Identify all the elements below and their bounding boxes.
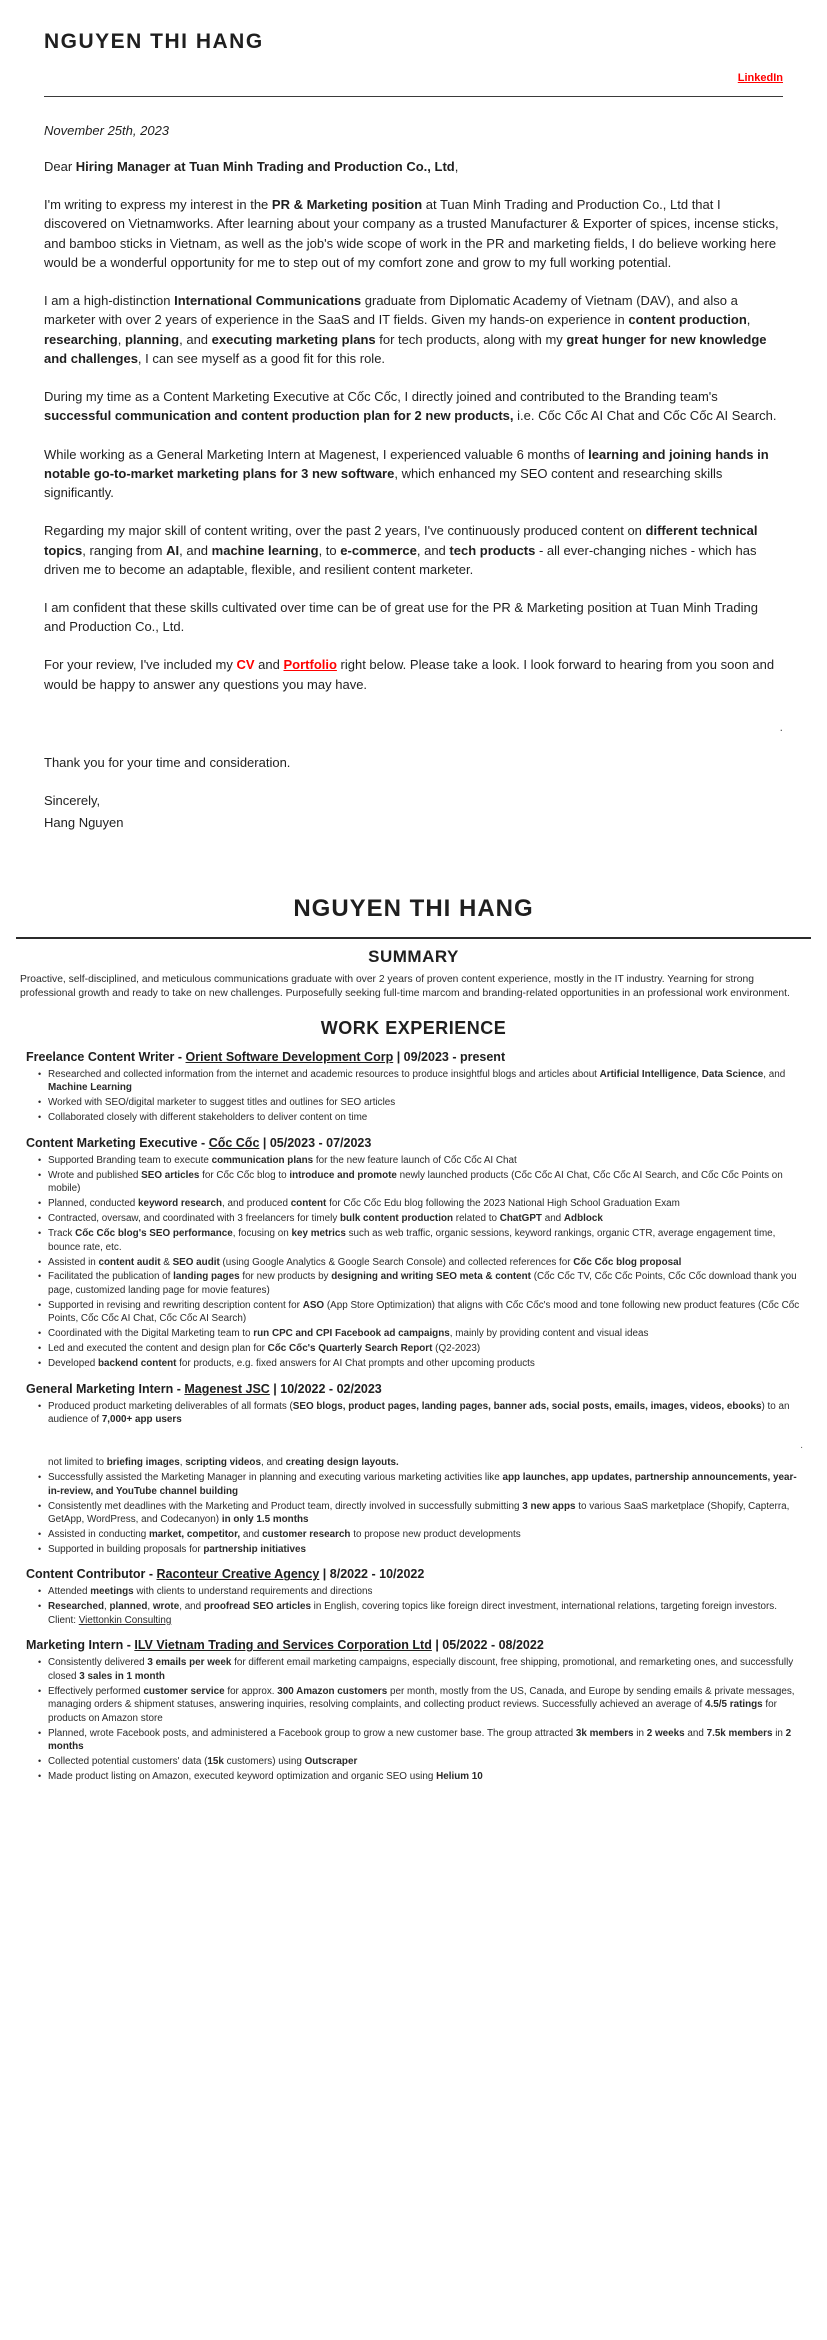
bullet-item — [38, 1471, 805, 1498]
cv-link[interactable]: CV — [236, 657, 255, 673]
job-heading — [22, 1050, 805, 1064]
text-run: Artificial Intelligence — [599, 1068, 697, 1080]
text-run: Contracted, oversaw, and coordinated with 3 freelancers for timely — [48, 1213, 341, 1225]
letter-paragraph — [44, 387, 783, 425]
text-run: researching — [44, 331, 118, 347]
text-run: Planned, conducted — [48, 1198, 139, 1210]
text-run: , and — [260, 1457, 286, 1469]
text-run: AI — [166, 542, 180, 558]
text-run: keyword research — [138, 1198, 223, 1210]
text-run: Freelance Content Writer - — [26, 1049, 186, 1064]
text-run: I am confident that these skills cultivated over time can be of great use for the PR & Marketing position at Tuan Minh Trading and Production Co., Ltd. — [44, 599, 758, 635]
linkedin-link[interactable]: LinkedIn — [737, 72, 783, 84]
text-run: bulk content production — [340, 1213, 454, 1225]
text-run: | 10/2022 - 02/2023 — [269, 1381, 382, 1396]
text-run: 4.5/5 ratings — [705, 1699, 763, 1711]
text-run: | 05/2023 - 07/2023 — [259, 1135, 372, 1150]
text-run: such as web traffic, organic sessions, keyword rankings, organic CTR, average engagement time, bounce rate, etc. — [48, 1228, 776, 1253]
text-run: , which enhanced my SEO content and researching skills significantly. — [44, 465, 723, 501]
text-run: ) to an audience of — [48, 1400, 790, 1426]
text-run: content audit — [98, 1256, 161, 1268]
text-run: Hiring Manager at Tuan Minh Trading and Production Co., Ltd — [75, 159, 455, 174]
job-heading — [22, 1136, 805, 1150]
text-run: 15k — [207, 1756, 224, 1768]
text-run: (using Google Analytics & Google Search Console) and collected references for — [219, 1256, 574, 1268]
bullet-item — [38, 1456, 805, 1469]
job-bullets — [22, 1400, 805, 1557]
text-run: Content Contributor - — [26, 1567, 157, 1582]
text-run: Collected potential customers' data ( — [48, 1756, 208, 1768]
text-run: communication plans — [211, 1154, 314, 1166]
bullet-item — [38, 1600, 805, 1627]
bullet-item — [38, 1256, 805, 1269]
text-run: Led and executed the content and design plan for — [48, 1343, 268, 1355]
text-run: Made product listing on Amazon, executed keyword optimization and organic SEO using — [48, 1771, 437, 1783]
summary-title: SUMMARY — [368, 946, 459, 966]
text-run: Cốc Cốc blog's SEO performance — [75, 1228, 233, 1240]
text-run: , ranging from — [82, 542, 167, 558]
text-run: SEO audit — [172, 1256, 220, 1268]
text-run: (App Store Optimization) that aligns with Cốc Cốc's mood and tone following new product features (Cốc Cốc Points, Cốc Cốc AI Chat, Cốc Cốc AI Search) — [48, 1299, 800, 1325]
text-run: with clients to understand requirements and directions — [133, 1586, 373, 1598]
text-run: introduce and promote — [289, 1169, 397, 1181]
text-run: Consistently met deadlines with the Marketing and Product team, directly involved in successfully submitting — [48, 1500, 523, 1512]
text-run: (Q2-2023) — [432, 1343, 481, 1355]
text-run: meetings — [90, 1586, 134, 1598]
text-run: , and — [416, 542, 450, 558]
company-link[interactable]: Raconteur Creative Agency — [156, 1567, 320, 1582]
text-run: Outscraper — [304, 1756, 358, 1768]
letter-paragraph — [44, 521, 783, 579]
text-run: 3 new apps — [522, 1500, 576, 1512]
text-run: customer research — [262, 1529, 351, 1540]
text-run: key metrics — [291, 1228, 346, 1240]
letter-sincerely: Sincerely, — [44, 793, 101, 809]
text-run: backend content — [97, 1358, 177, 1370]
letter-author-name: NGUYEN THI HANG — [44, 30, 264, 53]
text-run: , — [696, 1068, 702, 1080]
text-run: 3 sales in 1 month — [79, 1670, 165, 1682]
text-run: Wrote and published — [48, 1169, 142, 1181]
text-run: and — [240, 1529, 263, 1540]
text-run: briefing images — [106, 1457, 180, 1469]
bullet-item — [38, 1685, 805, 1725]
text-run: Consistently delivered — [48, 1657, 148, 1669]
job-bullets — [22, 1585, 805, 1627]
bullet-item — [38, 1500, 805, 1527]
text-run: different technical topics — [44, 523, 758, 558]
text-run: Assisted in conducting — [48, 1529, 150, 1540]
text-run: machine learning — [211, 542, 319, 558]
text-run: for products on Amazon store — [48, 1699, 777, 1724]
job-entry — [0, 1382, 827, 1557]
text-run: Content Marketing Executive - — [26, 1135, 209, 1150]
bullet-item — [38, 1154, 805, 1167]
text-run: , — [454, 159, 459, 174]
text-run: for approx. — [224, 1685, 278, 1697]
text-run: , and — [179, 542, 212, 558]
job-entry — [0, 1567, 827, 1627]
text-run: 300 Amazon customers — [277, 1685, 388, 1697]
job-heading — [22, 1638, 805, 1652]
text-run: content — [290, 1198, 327, 1210]
bullet-item — [38, 1543, 805, 1556]
text-run: Cốc Cốc's Quarterly Search Report — [267, 1343, 433, 1355]
text-run: partnership initiatives — [203, 1543, 306, 1555]
text-run: Adblock — [563, 1213, 603, 1225]
text-run: wrote — [152, 1601, 180, 1613]
text-run: , and — [763, 1068, 786, 1080]
text-run: great hunger for new knowledge and challenges — [44, 331, 767, 366]
text-run: market, competitor, — [149, 1529, 241, 1540]
text-run: 3 emails per week — [147, 1657, 232, 1669]
text-run: right below. Please take a look. I look forward to hearing from you soon and would be happy to answer any questions you may have. — [44, 657, 775, 692]
text-run: During my time as a Content Marketing Executive at Cốc Cốc, I directly joined and contributed to the Branding team's — [44, 389, 718, 405]
text-run: not limited to — [48, 1457, 107, 1469]
bullet-item — [38, 1197, 805, 1210]
letter-paragraph — [44, 195, 783, 272]
text-run: , — [147, 1601, 153, 1613]
company-link[interactable]: ILV Vietnam Trading and Services Corporation Ltd — [134, 1638, 432, 1653]
company-link[interactable]: Cốc Cốc — [208, 1135, 260, 1150]
text-run: in — [633, 1727, 647, 1739]
job-entry — [0, 1638, 827, 1783]
text-run: SEO articles — [141, 1169, 200, 1181]
text-run: at Tuan Minh Trading and Production Co., Ltd that I discovered on Vietnamworks. After learning about your company as a trusted Manufacturer & Exporter of spices, incense sticks, and bamboo sticks in Vietnam, as well as the job's wide scope of work in the PR and marketing fields, I do believe working here would be a wonderful opportunity for me to step out of my comfort zone and grow to my full working potential. — [44, 197, 779, 270]
text-run: for tech products, along with my — [375, 331, 567, 347]
job-entry — [0, 1050, 827, 1125]
text-run: For your review, I've included my — [44, 657, 237, 673]
text-run: Produced product marketing deliverables of all formats ( — [48, 1400, 293, 1412]
text-run: and — [254, 657, 284, 673]
cover-letter — [0, 30, 827, 833]
text-run: e-commerce — [340, 542, 417, 558]
bullet-item — [38, 1270, 805, 1297]
text-run: International Communications — [174, 293, 362, 309]
text-run: Collaborated closely with different stakeholders to deliver content on time — [48, 1112, 368, 1124]
job-bullets — [22, 1656, 805, 1783]
letter-salutation — [44, 157, 783, 176]
text-run: successful communication and content production plan for 2 new products, — [44, 408, 514, 424]
text-run: , — [117, 331, 125, 347]
text-run: , — [104, 1601, 110, 1613]
bullet-item — [38, 1585, 805, 1598]
letter-date: November 25th, 2023 — [44, 123, 170, 138]
text-run: , and — [179, 331, 212, 347]
company-link[interactable]: Orient Software Development Corp — [185, 1049, 394, 1064]
bullet-item — [38, 1727, 805, 1754]
text-run: Researched and collected information from the internet and academic resources to produce insightful blogs and articles about — [48, 1068, 600, 1080]
letter-paragraph — [44, 445, 783, 503]
text-run: learning and joining hands in notable go-to-market marketing plans for 3 new software — [44, 446, 769, 481]
text-run: scripting videos — [185, 1457, 261, 1469]
text-run: | 05/2022 - 08/2022 — [431, 1638, 544, 1653]
text-run: app launches, app updates, partnership announcements, year-in-review, and YouTube channel building — [48, 1472, 797, 1497]
text-run: newly launched products (Cốc Cốc AI Chat, Cốc Cốc AI Search, and Cốc Cốc Points on mobile) — [48, 1169, 783, 1195]
job-bullets — [22, 1154, 805, 1371]
bullet-item — [38, 1342, 805, 1355]
text-run: I am a high-distinction — [44, 293, 175, 309]
bullet-item — [38, 1656, 805, 1683]
text-run: Developed — [48, 1358, 98, 1370]
text-run: for Cốc Cốc blog to — [199, 1169, 290, 1181]
letter-paragraph — [44, 291, 783, 368]
text-run: planned — [109, 1601, 148, 1613]
text-run: per month, mostly from the US, Canada, and Europe by sending emails & private messages, managing orders & shipment statuses, answering inquiries, resolving complaints, and collecting product reviews. Successfully achieved an average of — [48, 1685, 795, 1711]
resume-divider — [16, 937, 811, 939]
resume — [0, 895, 827, 1784]
bullet-item — [38, 1327, 805, 1340]
text-run: for the new feature launch of Cốc Cốc AI Chat — [313, 1154, 517, 1166]
text-run: , — [746, 312, 751, 328]
text-run: Track — [48, 1228, 76, 1240]
text-run: planning — [124, 331, 180, 347]
text-run: for different email marketing campaigns, especially discount, free shipping, promotional, and remarketing ones, and successfully closed — [48, 1657, 794, 1682]
text-run: , — [179, 1457, 186, 1469]
text-run: I'm writing to express my interest in the — [44, 197, 272, 213]
bullet-item — [38, 1111, 805, 1124]
text-run: Cốc Cốc blog proposal — [573, 1256, 682, 1268]
job-heading — [22, 1567, 805, 1581]
bullet-item — [38, 1357, 805, 1370]
portfolio-link[interactable]: Portfolio — [283, 657, 337, 673]
text-run: | 09/2023 - present — [393, 1049, 506, 1064]
text-run: 2 weeks — [646, 1727, 685, 1739]
text-run: - all ever-changing niches - which has driven me to become an adaptable, flexible, and resilient content marketer. — [44, 542, 757, 577]
text-run: , mainly by providing content and visual ideas — [449, 1328, 649, 1340]
text-run: 3k members — [575, 1727, 634, 1739]
text-run: designing and writing SEO meta & content — [331, 1271, 531, 1283]
text-run: 2 months — [48, 1727, 792, 1753]
text-run: run CPC and CPI Facebook ad campaigns — [253, 1328, 450, 1340]
text-run: Data Science — [701, 1068, 764, 1080]
text-run: General Marketing Intern - — [26, 1381, 185, 1396]
text-run: for new products by — [239, 1271, 332, 1283]
text-run: executing marketing plans — [211, 331, 376, 347]
text-run: i.e. Cốc Cốc AI Chat and Cốc Cốc AI Search. — [513, 408, 777, 424]
client-link[interactable]: Viettonkin Consulting — [78, 1614, 172, 1626]
header-divider — [44, 96, 783, 97]
text-run: Facilitated the publication of — [48, 1271, 174, 1283]
text-run: graduate from Diplomatic Academy of Vietnam (DAV), and also a marketer with over 2 years of experience in the SaaS and IT fields. Given my hands-on experience in — [44, 293, 738, 328]
text-run: to propose new product developments — [350, 1529, 521, 1540]
text-run: While working as a General Marketing Intern at Magenest, I experienced valuable 6 months of — [44, 446, 589, 462]
text-run: related to — [453, 1213, 500, 1225]
text-run: Effectively performed — [48, 1685, 144, 1697]
text-run: Coordinated with the Digital Marketing team to — [48, 1328, 254, 1340]
bullet-item — [38, 1068, 805, 1095]
text-run: Supported Branding team to execute — [48, 1154, 212, 1166]
letter-signature: Hang Nguyen — [44, 815, 124, 831]
text-run: Researched — [48, 1601, 104, 1613]
bullet-item — [38, 1770, 805, 1783]
text-run: , focusing on — [232, 1228, 292, 1240]
work-experience-title: WORK EXPERIENCE — [320, 1017, 507, 1038]
text-run: 7,000+ app users — [101, 1414, 182, 1426]
text-run: customer service — [143, 1685, 225, 1697]
text-run: & — [160, 1256, 173, 1268]
text-run: Successfully assisted the Marketing Manager in planning and executing various marketing activities like — [48, 1472, 503, 1484]
text-run: SEO blogs, product pages, landing pages, banner ads, social posts, emails, images, videos, ebooks — [292, 1400, 762, 1412]
text-run: for products, e.g. fixed answers for AI Chat prompts and other upcoming products — [176, 1358, 535, 1370]
letter-thanks: Thank you for your time and consideration. — [44, 754, 291, 770]
resume-name: NGUYEN THI HANG — [293, 894, 534, 922]
text-run: for Cốc Cốc Edu blog following the 2023 National High School Graduation Exam — [326, 1198, 680, 1210]
text-run: . — [800, 1439, 803, 1451]
bullet-item — [38, 1755, 805, 1768]
bullet-item — [38, 1528, 805, 1541]
text-run: ChatGPT — [499, 1213, 542, 1225]
text-run: Supported in building proposals for — [48, 1543, 204, 1555]
job-heading — [22, 1382, 805, 1396]
text-run: Marketing Intern - — [26, 1638, 135, 1653]
text-run: , and produced — [222, 1198, 291, 1210]
bullet-item — [38, 1400, 805, 1427]
text-run: , I can see myself as a good fit for this role. — [137, 350, 386, 366]
text-run: Regarding my major skill of content writing, over the past 2 years, I've continuously produced content on — [44, 523, 646, 539]
text-run: customers) using — [223, 1756, 305, 1768]
text-run: and — [684, 1727, 707, 1739]
text-run: 7.5k members — [706, 1727, 773, 1739]
job-entry — [0, 1136, 827, 1371]
letter-paragraph — [44, 598, 783, 636]
text-run: in English, covering topics like foreign direct investment, international relations, targeting foreign investors. Client: — [48, 1601, 777, 1626]
text-run: creating design layouts. — [285, 1457, 399, 1469]
text-run: Machine Learning — [48, 1082, 132, 1094]
text-run: Attended — [48, 1586, 91, 1598]
job-bullets — [22, 1068, 805, 1125]
company-link[interactable]: Magenest JSC — [184, 1381, 270, 1396]
text-run: (Cốc Cốc TV, Cốc Cốc Points, Cốc Cốc download thank you page, customized landing page for movie features) — [48, 1271, 797, 1296]
bullet-item — [38, 1212, 805, 1225]
text-run: tech products — [449, 542, 536, 558]
text-run: Planned, wrote Facebook posts, and administered a Facebook group to grow a new customer base. The group attracted — [48, 1727, 576, 1739]
stray-mark: . — [779, 719, 783, 734]
text-run: PR & Marketing position — [271, 197, 423, 213]
letter-paragraph — [44, 655, 783, 693]
text-run: content production — [628, 312, 747, 328]
text-run: ASO — [302, 1299, 325, 1311]
text-run: Worked with SEO/digital marketer to suggest titles and outlines for SEO articles — [48, 1097, 396, 1109]
text-run: landing pages — [173, 1271, 240, 1283]
text-run: proofread SEO articles — [203, 1601, 311, 1613]
text-run: and — [541, 1213, 564, 1225]
summary-text: Proactive, self-disciplined, and meticulous communications graduate with over 2 years of proven content experience, mostly in the IT industry. Yearning for strong professional growth and ready to take on new challenges. Purposefully seeking full-time marcom and branding-related opportunities in an professional work environment. — [20, 973, 790, 1000]
bullet-item — [38, 1439, 805, 1452]
bullet-item — [38, 1169, 805, 1196]
text-run: Supported in revising and rewriting description content for — [48, 1299, 303, 1311]
text-run: , to — [318, 542, 341, 558]
text-run: to various SaaS marketplace (Shopify, Capterra, GetApp, WordPress, and Codecanyon) — [48, 1500, 790, 1526]
bullet-item — [38, 1299, 805, 1326]
bullet-item — [38, 1096, 805, 1109]
text-run: in only 1.5 months — [221, 1514, 309, 1526]
text-run: Dear — [44, 159, 76, 174]
text-run: Helium 10 — [436, 1771, 483, 1783]
linkedin-row — [44, 68, 783, 86]
text-run: Assisted in — [48, 1256, 99, 1268]
text-run: , and — [179, 1601, 204, 1613]
bullet-item — [38, 1227, 805, 1254]
text-run: in — [772, 1727, 786, 1739]
text-run: | 8/2022 - 10/2022 — [319, 1567, 425, 1582]
